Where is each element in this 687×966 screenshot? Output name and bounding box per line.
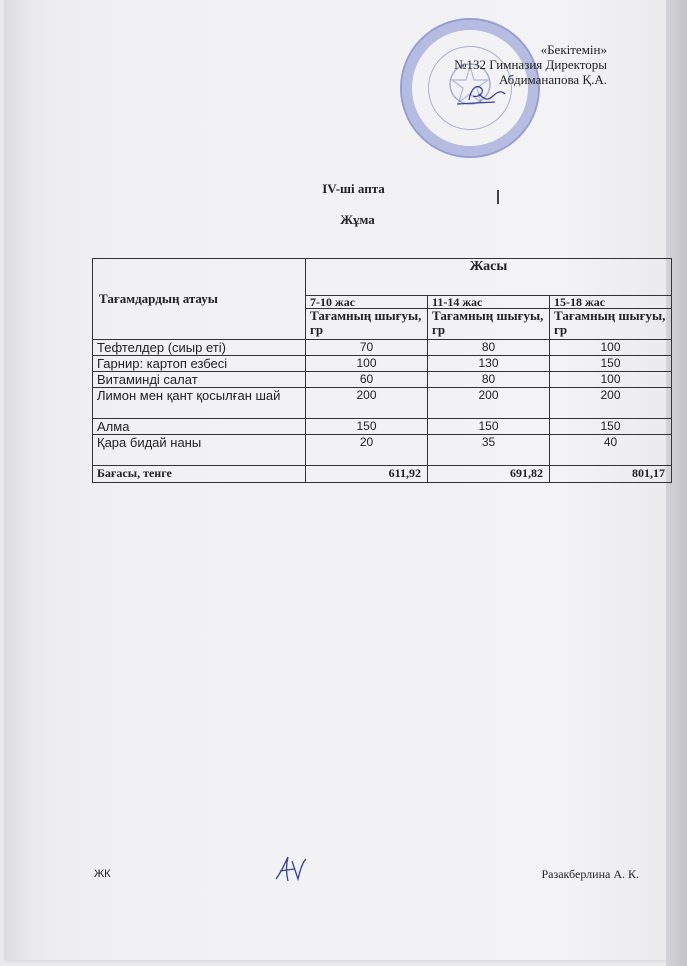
- dish-name: Витаминді салат: [93, 372, 306, 388]
- table-row: [93, 419, 672, 435]
- approval-signatory: Абдиманапова Қ.А.: [498, 72, 607, 87]
- age-header: Жасы: [306, 259, 672, 296]
- portion-value: 70: [306, 340, 428, 356]
- price-value: 611,92: [306, 466, 428, 483]
- portion-value: 200: [428, 388, 550, 419]
- table-row: [93, 340, 672, 356]
- table-row: [93, 388, 672, 419]
- price-value: 691,82: [428, 466, 550, 483]
- price-label: Бағасы, тенге: [93, 466, 306, 483]
- portion-value: 40: [550, 435, 672, 466]
- pen-mark: [497, 190, 499, 204]
- portion-value: 200: [550, 388, 672, 419]
- price-value: 801,17: [550, 466, 672, 483]
- age-group-2: 11-14 жас: [428, 296, 550, 309]
- portion-value: 100: [550, 340, 672, 356]
- portion-value: 130: [428, 356, 550, 372]
- unit-header-3: Тағамның шығуы, гр: [550, 309, 672, 340]
- portion-value: 60: [306, 372, 428, 388]
- approval-title: «Бекітемін»: [540, 42, 607, 57]
- dish-name: Тефтелдер (сиыр еті): [93, 340, 306, 356]
- day-title: Жұма: [340, 212, 375, 227]
- portion-value: 35: [428, 435, 550, 466]
- unit-header-1: Тағамның шығуы, гр: [306, 309, 428, 340]
- portion-value: 100: [306, 356, 428, 372]
- table-row: [93, 356, 672, 372]
- portion-value: 150: [550, 419, 672, 435]
- portion-value: 150: [306, 419, 428, 435]
- age-group-3: 15-18 жас: [550, 296, 672, 309]
- unit-header-2: Тағамның шығуы, гр: [428, 309, 550, 340]
- dish-name: Алма: [93, 419, 306, 435]
- age-group-1: 7-10 жас: [306, 296, 428, 309]
- footer-left-label: ЖК: [94, 868, 111, 880]
- approval-position: №132 Гимназия Директоры: [454, 57, 607, 72]
- footer-preparer-name: Разакберлина А. К.: [541, 867, 639, 881]
- director-signature: [455, 80, 515, 110]
- week-title: IV-ші апта: [322, 181, 385, 196]
- portion-value: 200: [306, 388, 428, 419]
- dish-name: Гарнир: картоп езбесі: [93, 356, 306, 372]
- portion-value: 20: [306, 435, 428, 466]
- portion-value: 150: [428, 419, 550, 435]
- dish-name: Қара бидай наны: [93, 435, 306, 466]
- portion-value: 150: [550, 356, 672, 372]
- dish-name-header: Тағамдардың атауы: [93, 259, 306, 340]
- menu-table: [92, 258, 672, 483]
- table-row: [93, 435, 672, 466]
- portion-value: 80: [428, 340, 550, 356]
- dish-name: Лимон мен қант қосылған шай: [93, 388, 306, 419]
- preparer-signature: [272, 853, 312, 885]
- paper-stack-edge: [666, 0, 687, 966]
- portion-value: 80: [428, 372, 550, 388]
- portion-value: 100: [550, 372, 672, 388]
- price-row: [93, 466, 672, 483]
- table-row: [93, 372, 672, 388]
